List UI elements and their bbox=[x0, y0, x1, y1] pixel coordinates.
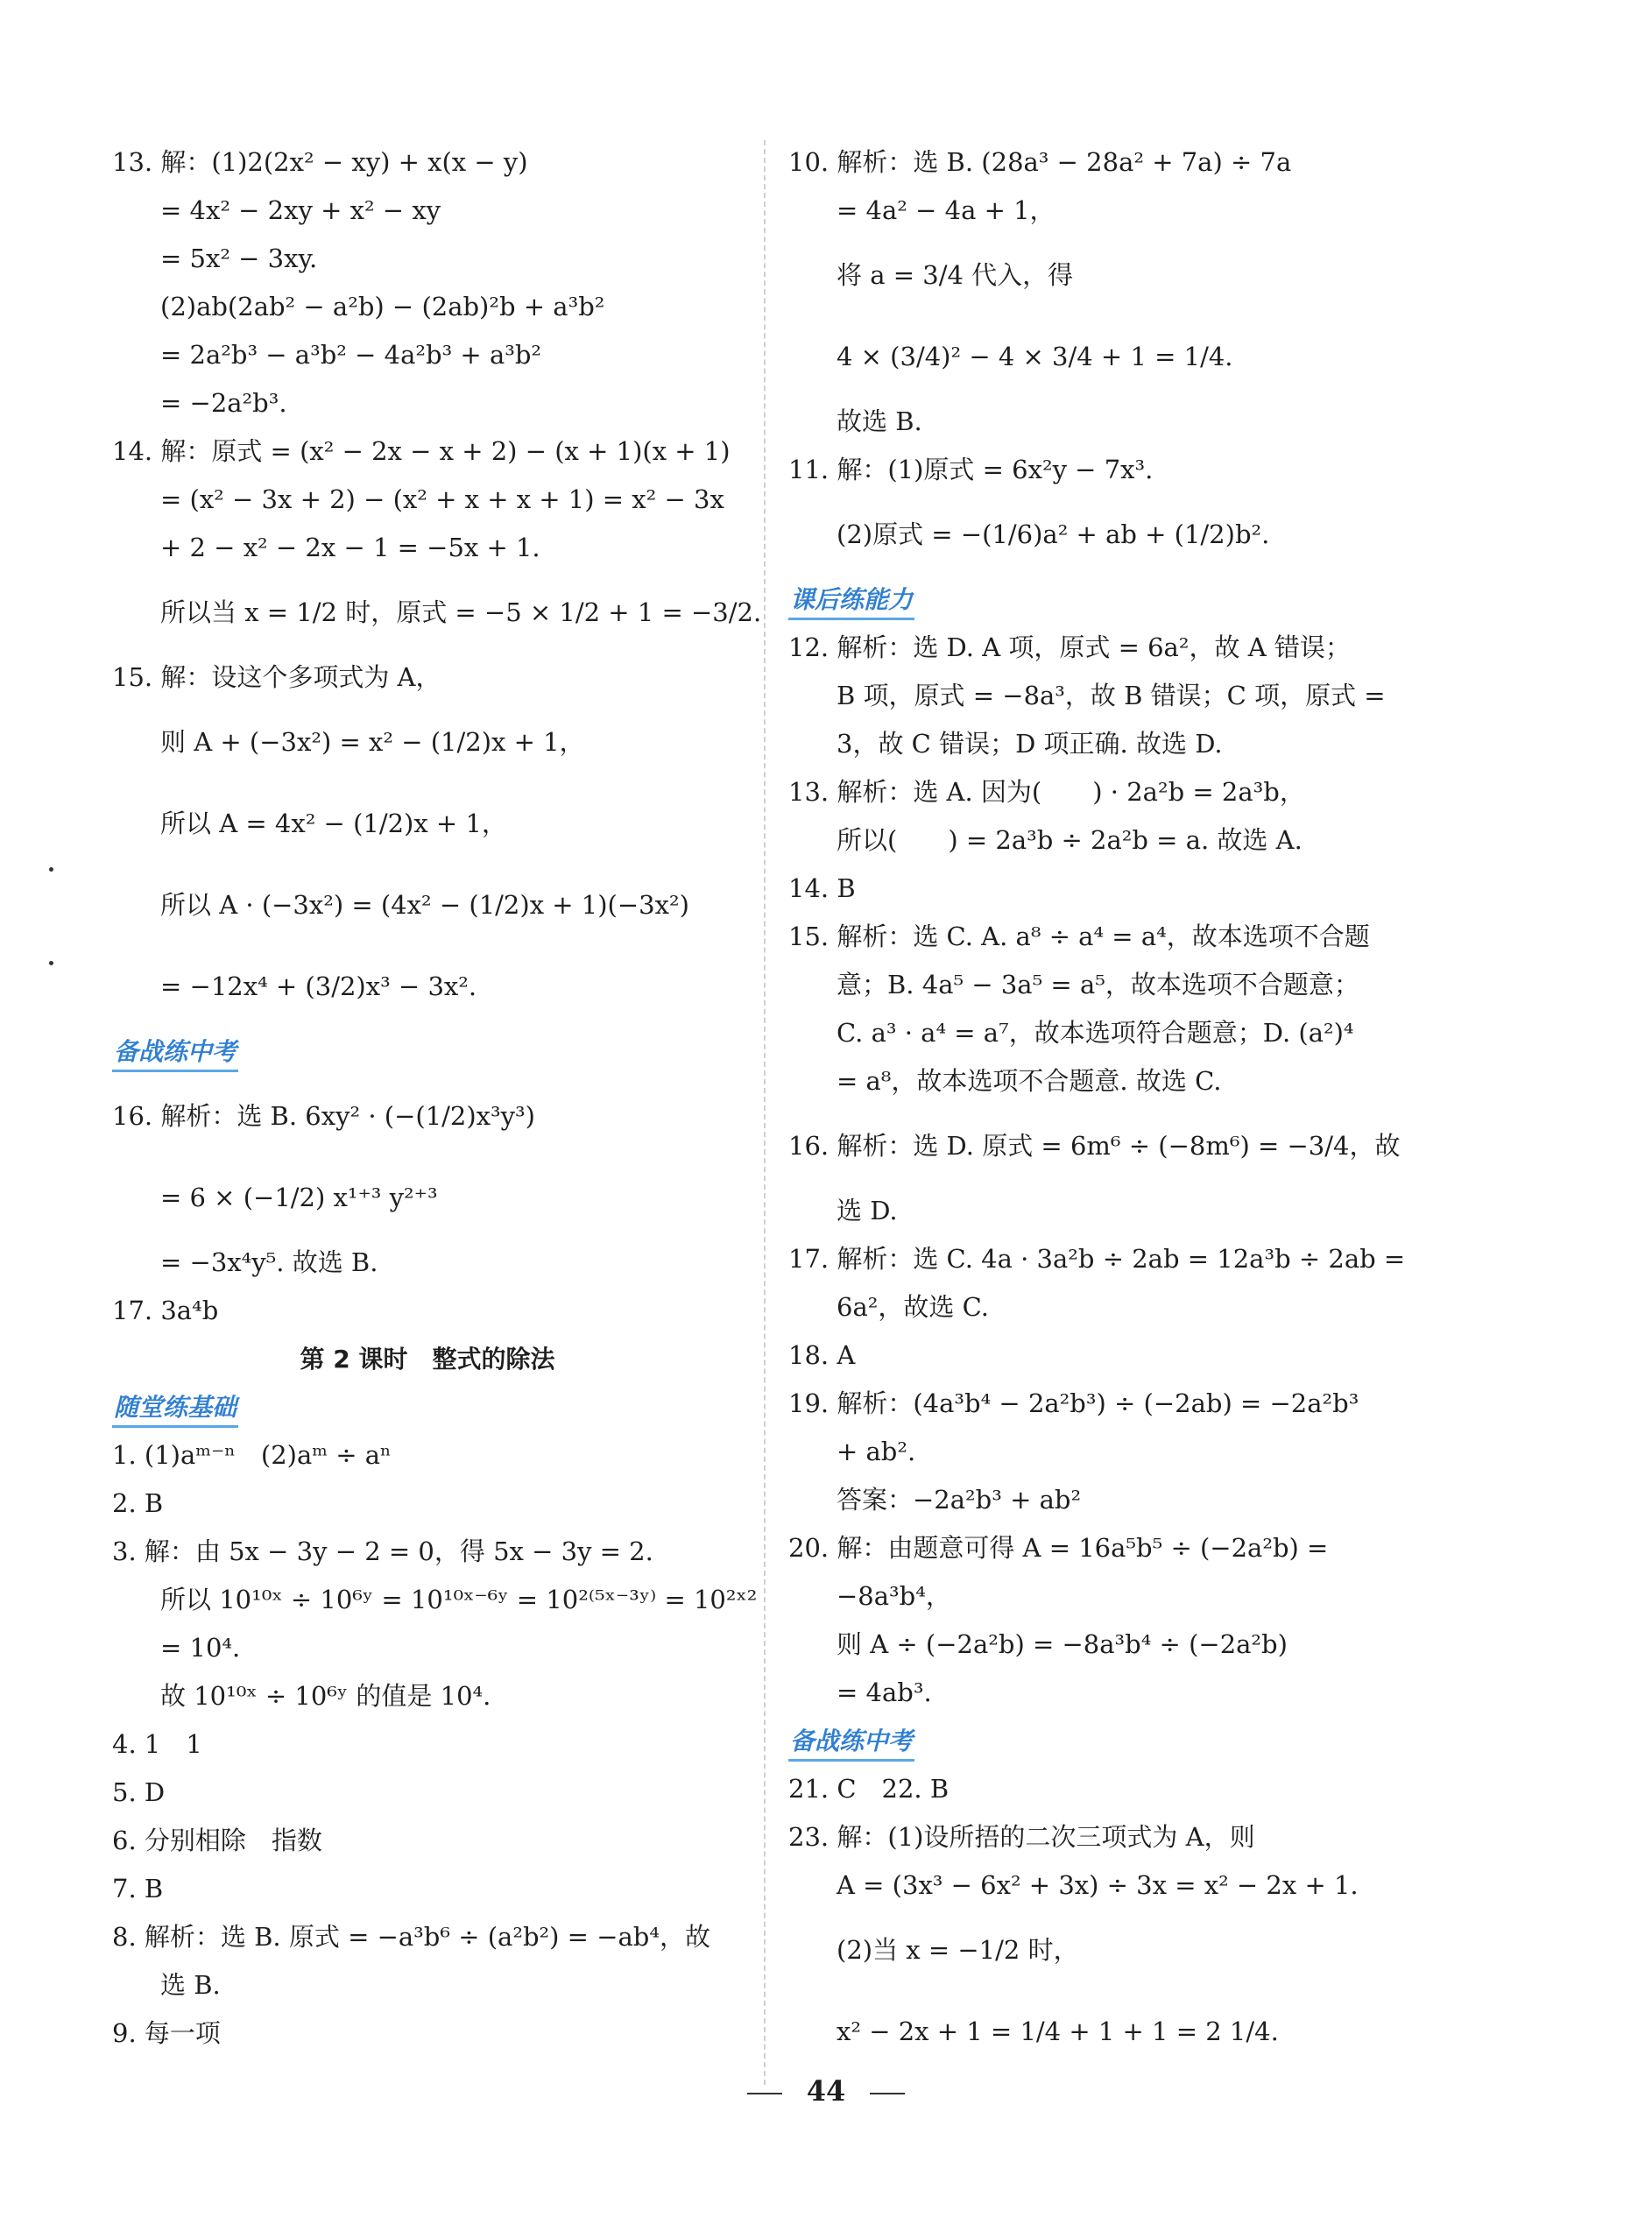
answer-item: 17. 3a⁴b bbox=[112, 1296, 219, 1325]
answer-line: 所以 10¹⁰ˣ ÷ 10⁶ʸ = 10¹⁰ˣ⁻⁶ʸ = 10²⁽⁵ˣ⁻³ʸ⁾ = 10²ˣ² bbox=[160, 1585, 758, 1614]
answer-line: 故 10¹⁰ˣ ÷ 10⁶ʸ 的值是 10⁴. bbox=[160, 1681, 491, 1711]
answer-line: 则 A + (−3x²) = x² − (1/2)x + 1， bbox=[160, 727, 585, 757]
answer-item: 18. A bbox=[788, 1340, 856, 1370]
answer-line: 将 a = 3/4 代入，得 bbox=[837, 260, 1074, 290]
left-column bbox=[112, 138, 762, 2058]
answer-line: = 2a²b³ − a³b² − 4a²b³ + a³b² bbox=[160, 340, 542, 370]
right-column bbox=[788, 138, 1419, 2073]
answer-line: 故选 B. bbox=[837, 406, 922, 436]
answer-line: 3，故 C 错误；D 项正确. 故选 D. bbox=[837, 729, 1223, 759]
answer-line: x² − 2x + 1 = 1/4 + 1 + 1 = 2 1/4. bbox=[837, 2017, 1279, 2046]
section-heading-row bbox=[788, 1717, 1419, 1765]
answer-line: = 10⁴. bbox=[160, 1633, 241, 1663]
footer-dash-left bbox=[747, 2093, 782, 2094]
answer-line: = −3x⁴y⁵. 故选 B. bbox=[160, 1247, 378, 1277]
section-heading: 随堂练基础 bbox=[112, 1390, 238, 1428]
answer-line: = 4a² − 4a + 1， bbox=[837, 195, 1055, 225]
answer-item: 6. 分别相除 指数 bbox=[112, 1826, 322, 1855]
footer-dash-right bbox=[870, 2093, 905, 2094]
answer-item: 11. 解：(1)原式 = 6x²y − 7x³. bbox=[788, 455, 1154, 484]
answer-line: (2)当 x = −1/2 时， bbox=[837, 1935, 1079, 1965]
section-heading-row bbox=[112, 1383, 743, 1431]
section-heading: 备战练中考 bbox=[112, 1035, 238, 1072]
answer-line: (2)ab(2ab² − a²b) − (2ab)²b + a³b² bbox=[160, 292, 605, 321]
answer-line: 4 × (3/4)² − 4 × 3/4 + 1 = 1/4. bbox=[837, 342, 1233, 371]
answer-line: = 5x² − 3xy. bbox=[160, 244, 318, 273]
answer-item: 9. 每一项 bbox=[112, 2018, 221, 2048]
answer-line: 所以当 x = 1/2 时，原式 = −5 × 1/2 + 1 = −3/2. bbox=[160, 597, 762, 627]
answer-item: 21. C 22. B bbox=[788, 1774, 950, 1804]
answer-line: = (x² − 3x + 2) − (x² + x + x + 1) = x² − 3x bbox=[160, 484, 724, 514]
answer-item: 14. B bbox=[788, 873, 856, 903]
answer-line: = a⁸，故本选项不合题意. 故选 C. bbox=[837, 1066, 1222, 1096]
answer-line: = −2a²b³. bbox=[160, 388, 287, 418]
answer-line: A = (3x³ − 6x² + 3x) ÷ 3x = x² − 2x + 1. bbox=[837, 1870, 1359, 1900]
page-number-footer bbox=[0, 2074, 1652, 2108]
answer-line: + 2 − x² − 2x − 1 = −5x + 1. bbox=[160, 533, 540, 562]
answer-line: + ab². bbox=[837, 1437, 916, 1466]
answer-line: 6a²，故选 C. bbox=[837, 1292, 989, 1322]
answer-item: 3. 解：由 5x − 3y − 2 = 0，得 5x − 3y = 2. bbox=[112, 1536, 653, 1566]
answer-item: 4. 1 1 bbox=[112, 1729, 202, 1759]
answer-item: 14. 解：原式 = (x² − 2x − x + 2) − (x + 1)(x + 1) bbox=[112, 436, 731, 466]
answer-line: = 6 × (−1/2) x¹⁺³ y²⁺³ bbox=[160, 1183, 438, 1212]
answer-item: 15. 解：设这个多项式为 A， bbox=[112, 662, 441, 692]
answer-line: 则 A ÷ (−2a²b) = −8a³b⁴ ÷ (−2a²b) bbox=[837, 1629, 1288, 1659]
answer-line: −8a³b⁴， bbox=[837, 1581, 951, 1611]
answer-item: 5. D bbox=[112, 1777, 166, 1807]
section-heading-row bbox=[788, 576, 1419, 624]
answer-item: 16. 解析：选 D. 原式 = 6m⁶ ÷ (−8m⁶) = −3/4，故 bbox=[788, 1131, 1401, 1161]
answer-item: 17. 解析：选 C. 4a · 3a²b ÷ 2ab = 12a³b ÷ 2ab = bbox=[788, 1244, 1406, 1274]
answer-item: 2. B bbox=[112, 1488, 164, 1518]
answer-item: 12. 解析：选 D. A 项，原式 = 6a²，故 A 错误； bbox=[788, 632, 1351, 662]
section-heading: 备战练中考 bbox=[788, 1724, 914, 1762]
answer-item: 13. 解：(1)2(2x² − xy) + x(x − y) bbox=[112, 147, 528, 177]
answer-item: 23. 解：(1)设所捂的二次三项式为 A，则 bbox=[788, 1822, 1255, 1852]
answer-line: = 4x² − 2xy + x² − xy bbox=[160, 195, 441, 225]
answer-item: 1. (1)aᵐ⁻ⁿ (2)aᵐ ÷ aⁿ bbox=[112, 1440, 392, 1470]
answer-item: 16. 解析：选 B. 6xy² · (−(1/2)x³y³) bbox=[112, 1101, 535, 1131]
answer-line: 所以( ) = 2a³b ÷ 2a²b = a. 故选 A. bbox=[837, 825, 1303, 855]
section-heading: 课后练能力 bbox=[788, 583, 914, 620]
answer-item: 13. 解析：选 A. 因为( ) · 2a²b = 2a³b， bbox=[788, 777, 1305, 807]
answer-line: 选 D. bbox=[837, 1196, 898, 1225]
answer-line: 答案：−2a²b³ + ab² bbox=[837, 1485, 1082, 1515]
answer-line: 选 B. bbox=[160, 1970, 221, 2000]
column-divider bbox=[764, 140, 766, 2085]
answer-line: 意；B. 4a⁵ − 3a⁵ = a⁵，故本选项不合题意； bbox=[837, 970, 1359, 999]
answer-item: 7. B bbox=[112, 1874, 164, 1904]
answer-line: C. a³ · a⁴ = a⁷，故本选项符合题意；D. (a²)⁴ bbox=[837, 1018, 1354, 1048]
answer-line: (2)原式 = −(1/6)a² + ab + (1/2)b². bbox=[837, 519, 1270, 549]
lesson-title: 第 2 课时 整式的除法 bbox=[300, 1345, 555, 1374]
page-number: 44 bbox=[806, 2074, 846, 2108]
margin-dot bbox=[49, 867, 53, 872]
answer-item: 8. 解析：选 B. 原式 = −a³b⁶ ÷ (a²b²) = −ab⁴，故 bbox=[112, 1922, 710, 1952]
answer-item: 15. 解析：选 C. A. a⁸ ÷ a⁴ = a⁴，故本选项不合题 bbox=[788, 922, 1370, 951]
answer-line: 所以 A = 4x² − (1/2)x + 1， bbox=[160, 809, 507, 838]
answer-item: 19. 解析：(4a³b⁴ − 2a²b³) ÷ (−2ab) = −2a²b³ bbox=[788, 1388, 1359, 1418]
answer-line: = 4ab³. bbox=[837, 1677, 932, 1707]
answer-item: 20. 解：由题意可得 A = 16a⁵b⁵ ÷ (−2a²b) = bbox=[788, 1533, 1329, 1563]
margin-dot bbox=[49, 961, 53, 965]
answer-line: = −12x⁴ + (3/2)x³ − 3x². bbox=[160, 971, 477, 1001]
section-heading-row bbox=[112, 1028, 743, 1076]
answer-line: 所以 A · (−3x²) = (4x² − (1/2)x + 1)(−3x²) bbox=[160, 890, 689, 920]
answer-item: 10. 解析：选 B. (28a³ − 28a² + 7a) ÷ 7a bbox=[788, 147, 1292, 177]
answer-line: B 项，原式 = −8a³，故 B 错误；C 项，原式 = bbox=[837, 681, 1386, 710]
